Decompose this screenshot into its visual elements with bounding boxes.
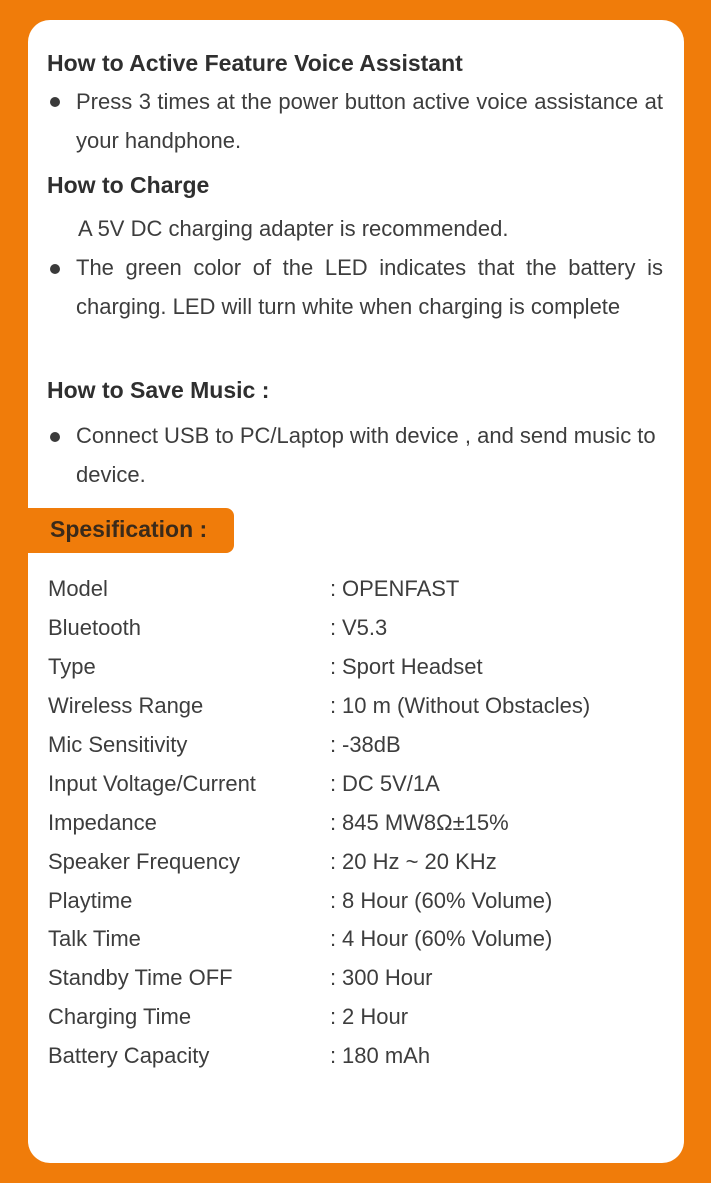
spec-separator: : (330, 615, 337, 641)
spec-separator: : (330, 1043, 337, 1069)
spec-value: -38dB (342, 732, 401, 757)
spec-row (48, 881, 678, 920)
spec-row (48, 998, 678, 1037)
spec-value: 180 mAh (342, 1043, 431, 1069)
voice-assistant-text: Press 3 times at the power button active voice assistance at your handphone. (76, 89, 663, 153)
bullet-dot (50, 432, 60, 442)
spec-row (48, 687, 678, 726)
spec-value: 4 Hour (60% Volume) (342, 926, 553, 952)
spec-row (48, 726, 678, 765)
spec-value: 300 Hour (342, 965, 433, 991)
spec-value: V5.3 (342, 615, 388, 641)
spec-row (48, 803, 678, 842)
spec-label: Battery Capacity (48, 1043, 210, 1069)
spec-label: Input Voltage/Current (48, 770, 256, 796)
bullet-dot (50, 97, 60, 107)
charge-note: A 5V DC charging adapter is recommended. (78, 216, 509, 241)
spec-row (48, 959, 678, 998)
spec-table (48, 570, 678, 1076)
spec-label: Charging Time (48, 1004, 192, 1030)
spec-label: Talk Time (48, 926, 141, 952)
spec-value: 10 m (Without Obstacles) (342, 693, 591, 719)
spec-value: 20 Hz ~ 20 KHz (342, 848, 497, 874)
spec-label: Impedance (48, 809, 157, 835)
spec-separator: : (330, 1004, 337, 1030)
voice-assistant-heading: How to Active Feature Voice Assistant (47, 50, 463, 76)
spec-value: Sport Headset (342, 654, 483, 680)
spec-row (48, 648, 678, 687)
spec-separator: : (330, 965, 337, 991)
spec-row (48, 842, 678, 881)
spec-separator: : (330, 926, 337, 952)
spec-row (48, 609, 678, 648)
spec-title: Spesification : (50, 516, 208, 542)
spec-separator: : (330, 887, 337, 913)
spec-label: Wireless Range (48, 693, 204, 719)
spec-row (48, 1037, 678, 1076)
spec-row (48, 570, 678, 609)
charge-heading: How to Charge (47, 172, 210, 198)
spec-row (48, 920, 678, 959)
spec-value: OPENFAST (342, 576, 460, 602)
spec-label: Mic Sensitivity (48, 732, 188, 757)
spec-separator: : (330, 576, 337, 602)
music-text: Connect USB to PC/Laptop with device , and send music to device. (76, 423, 656, 487)
bullet-dot (50, 264, 60, 274)
spec-label: Speaker Frequency (48, 848, 240, 874)
spec-value: DC 5V/1A (342, 770, 440, 796)
spec-separator: : (330, 809, 337, 835)
charge-text: The green color of the LED indicates that the battery is charging. LED will turn white when charging is complete (76, 255, 663, 319)
spec-separator: : (330, 654, 337, 680)
spec-value: 845 MW8Ω±15% (342, 809, 509, 835)
spec-separator: : (330, 693, 337, 719)
spec-separator: : (330, 848, 337, 874)
spec-separator: : (330, 732, 337, 757)
spec-label: Playtime (48, 887, 133, 913)
spec-label: Bluetooth (48, 615, 141, 641)
spec-separator: : (330, 770, 337, 796)
music-heading: How to Save Music : (47, 377, 270, 403)
spec-row (48, 764, 678, 803)
spec-label: Type (48, 654, 96, 680)
spec-value: 2 Hour (342, 1004, 409, 1030)
spec-label: Standby Time OFF (48, 965, 233, 991)
spec-value: 8 Hour (60% Volume) (342, 887, 553, 913)
spec-label: Model (48, 576, 108, 602)
